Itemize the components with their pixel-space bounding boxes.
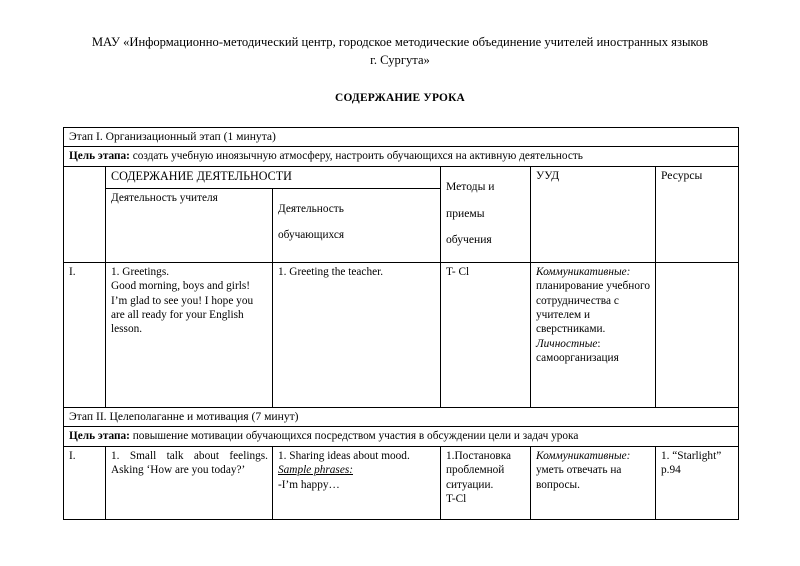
uud-text-1: планирование учебного сотрудничества с учителем и сверстниками. — [536, 280, 651, 336]
student-activity-line-1: 1. Sharing ideas about mood. — [278, 449, 410, 462]
stage-title-2: Этап II. Целеполаганне и мотивация (7 минут) — [64, 407, 739, 427]
uud-emphasis-1: Коммуникативные: — [536, 449, 631, 462]
header-uud: УУД — [531, 166, 656, 262]
stage-goal-row — [64, 147, 739, 166]
stage-title-row — [64, 407, 739, 427]
teacher-activity-line-1: 1. Small talk about feelings. Asking ‘How are you today?’ — [111, 449, 268, 477]
table-row — [64, 262, 739, 407]
header-student-activity-line-2: обучающихся — [278, 229, 345, 242]
uud-emphasis-2: Личностные — [536, 337, 598, 350]
table-row — [64, 446, 739, 519]
student-activity-emphasis: Sample phrases: — [278, 464, 353, 477]
cell-student-activity — [273, 262, 441, 407]
stage-goal-1 — [64, 147, 739, 166]
uud-group-2 — [536, 337, 651, 366]
methods-line-1: 1.Постановка проблемной ситуации. — [446, 449, 512, 491]
student-activity-line-2: -I’m happy… — [278, 478, 340, 491]
header-teacher-activity: Деятельность учителя — [106, 189, 273, 263]
header-student-activity — [273, 189, 441, 263]
methods-line-1: T- Cl — [446, 265, 470, 278]
header-student-activity-line-1: Деятельность — [278, 203, 344, 216]
header-methods-line-1: Методы и — [446, 180, 495, 194]
teacher-activity-line-2: Good morning, boys and girls! I’m glad to see you! I hope you are all ready for your English lesson. — [111, 280, 254, 336]
resources-line-2: р.94 — [661, 464, 681, 477]
row-number: I. — [64, 446, 106, 519]
student-activity-line-1: 1. Greeting the teacher. — [278, 265, 384, 278]
header-methods-line-2: приемы — [446, 206, 485, 220]
teacher-activity-line-1: 1. Greetings. — [111, 265, 170, 278]
header-resources: Ресурсы — [656, 166, 739, 262]
header-cell-number — [64, 166, 106, 262]
cell-methods — [441, 262, 531, 407]
stage-goal-2 — [64, 427, 739, 446]
organization-header-line-1: МАУ «Информационно-методический центр, городское методические объединение учителей иностранных языков — [91, 35, 709, 49]
stage-title-1: Этап I. Организационный этап (1 минута) — [64, 127, 739, 147]
header-methods — [441, 166, 531, 262]
cell-resources — [656, 446, 739, 519]
uud-text-1: уметь отвечать на вопросы. — [536, 464, 622, 491]
cell-student-activity — [273, 446, 441, 519]
cell-teacher-activity — [106, 446, 273, 519]
table-header-row-top — [64, 166, 739, 188]
stage-goal-row — [64, 427, 739, 446]
methods-line-2: T-Cl — [446, 493, 467, 506]
stage-title-row — [64, 127, 739, 147]
header-methods-line-3: обучения — [446, 233, 492, 247]
resources-line-1: 1. “Starlight” — [661, 449, 722, 462]
cell-teacher-activity — [106, 262, 273, 407]
cell-methods — [441, 446, 531, 519]
organization-header-line-2: г. Сургута» — [370, 53, 430, 68]
header-activity-group: СОДЕРЖАНИЕ ДЕЯТЕЛЬНОСТИ — [106, 166, 441, 188]
cell-resources — [656, 262, 739, 407]
uud-text-2: : самоорганизация — [536, 337, 619, 365]
stage-goal-label-1: Цель этапа: — [69, 150, 130, 163]
organization-header — [0, 0, 800, 70]
stage-goal-text-2: повышение мотивации обучающихся посредством участия в обсуждении цели и задач урока — [132, 430, 579, 443]
cell-uud — [531, 262, 656, 407]
uud-emphasis-1: Коммуникативные: — [536, 265, 631, 278]
stage-goal-label-2: Цель этапа: — [69, 430, 130, 443]
lesson-table-container — [0, 104, 800, 520]
stage-goal-text-1: создать учебную иноязычную атмосферу, настроить обучающихся на активную деятельность — [132, 150, 583, 163]
cell-uud — [531, 446, 656, 519]
lesson-content-table — [63, 127, 739, 520]
row-number: I. — [64, 262, 106, 407]
page-title: СОДЕРЖАНИЕ УРОКА — [335, 91, 465, 104]
